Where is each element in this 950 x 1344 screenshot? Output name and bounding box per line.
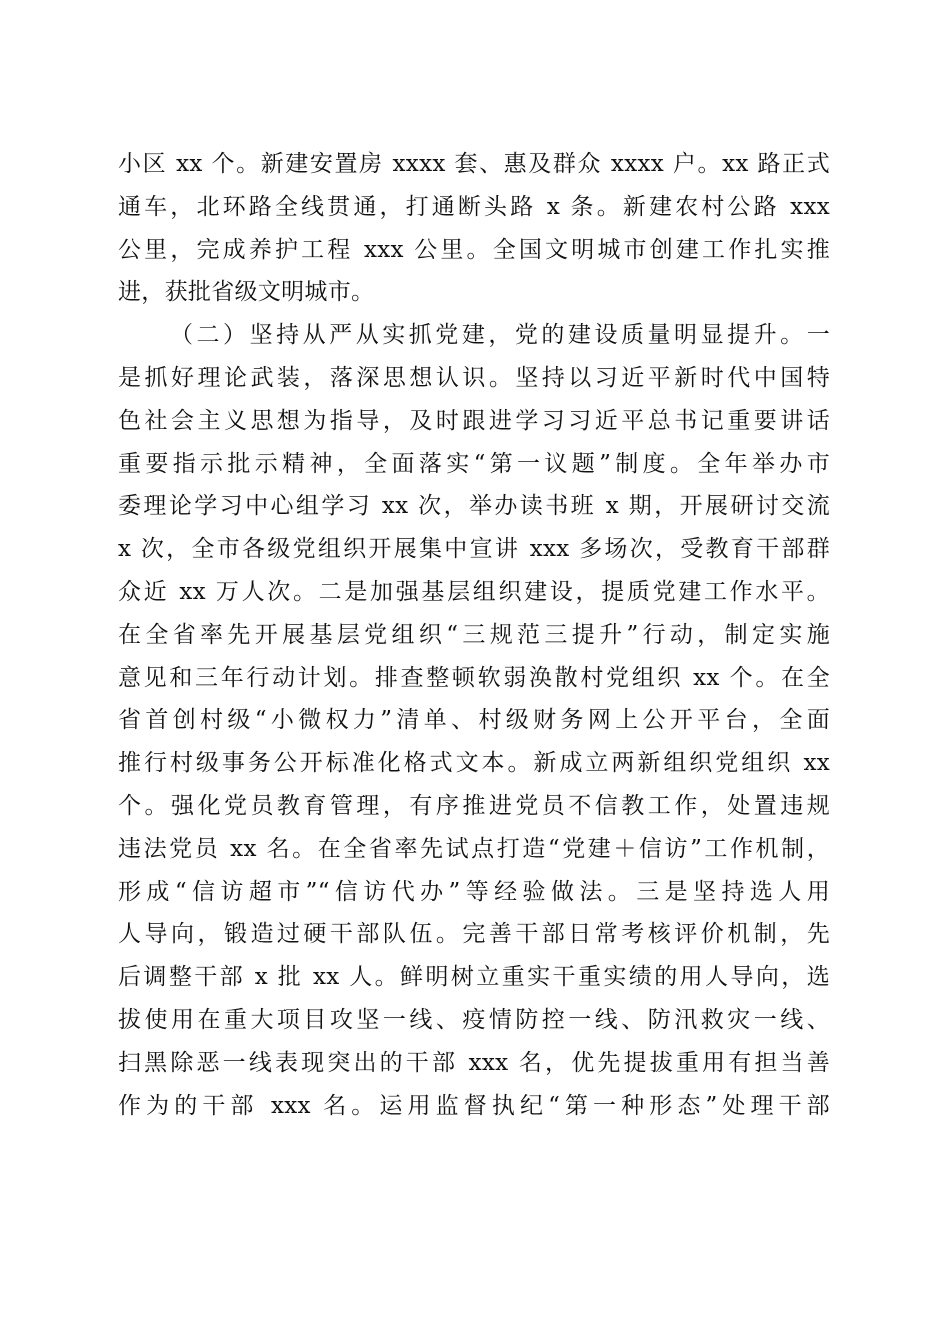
text-line: 是抓好理论武装，落深思想认识。坚持以习近平新时代中国特: [118, 364, 830, 391]
text-line: 众近 xx 万人次。二是加强基层组织建设，提质党建工作水平。: [118, 578, 830, 605]
text-line: 小区 xx 个。新建安置房 xxxx 套、惠及群众 xxxx 户。xx 路正式: [118, 151, 830, 177]
paragraph-1: [118, 143, 830, 314]
text-line: 违法党员 xx 名。在全省率先试点打造“党建＋信访”工作机制，: [118, 835, 830, 862]
text-line: 通车，北环路全线贯通，打通断头路 x 条。新建农村公路 xxx: [118, 193, 830, 220]
text-line: 公里，完成养护工程 xxx 公里。全国文明城市创建工作扎实推: [118, 236, 830, 263]
text-line: 意见和三年行动计划。排查整顿软弱涣散村党组织 xx 个。在全: [118, 664, 830, 691]
text-line: x 次，全市各级党组织开展集中宣讲 xxx 多场次，受教育干部群: [118, 536, 830, 563]
text-line: 扫黑除恶一线表现突出的干部 xxx 名，优先提拔重用有担当善: [118, 1049, 830, 1076]
text-line: 在全省率先开展基层党组织“三规范三提升”行动，制定实施: [118, 621, 830, 648]
text-line: 个。强化党员教育管理，有序推进党员不信教工作，处置违规: [118, 792, 830, 819]
text-line: 进，获批省级文明城市。: [118, 279, 375, 306]
text-line: 人导向，锻造过硬干部队伍。完善干部日常考核评价机制，先: [118, 921, 830, 948]
text-line: 重要指示批示精神，全面落实“第一议题”制度。全年举办市: [118, 450, 830, 477]
paragraph-2: [118, 314, 830, 1127]
text-line: 推行村级事务公开标准化格式文本。新成立两新组织党组织 xx: [118, 750, 830, 777]
text-line: 省首创村级“小微权力”清单、村级财务网上公开平台，全面: [118, 707, 830, 734]
text-line: 后调整干部 x 批 xx 人。鲜明树立重实干重实绩的用人导向，选: [118, 964, 830, 991]
text-line: 形成“信访超市”“信访代办”等经验做法。三是坚持选人用: [118, 878, 830, 905]
text-line: 拔使用在重大项目攻坚一线、疫情防控一线、防汛救灾一线、: [118, 1006, 830, 1033]
text-line: 色社会主义思想为指导，及时跟进学习习近平总书记重要讲话: [118, 407, 830, 434]
document-body: [118, 143, 830, 1127]
text-line: 委理论学习中心组学习 xx 次，举办读书班 x 期，开展研讨交流: [118, 493, 830, 520]
text-line: 作为的干部 xxx 名。运用监督执纪“第一种形态”处理干部: [118, 1092, 830, 1119]
section-heading-line: （二）坚持从严从实抓党建，党的建设质量明显提升。一: [170, 322, 830, 349]
